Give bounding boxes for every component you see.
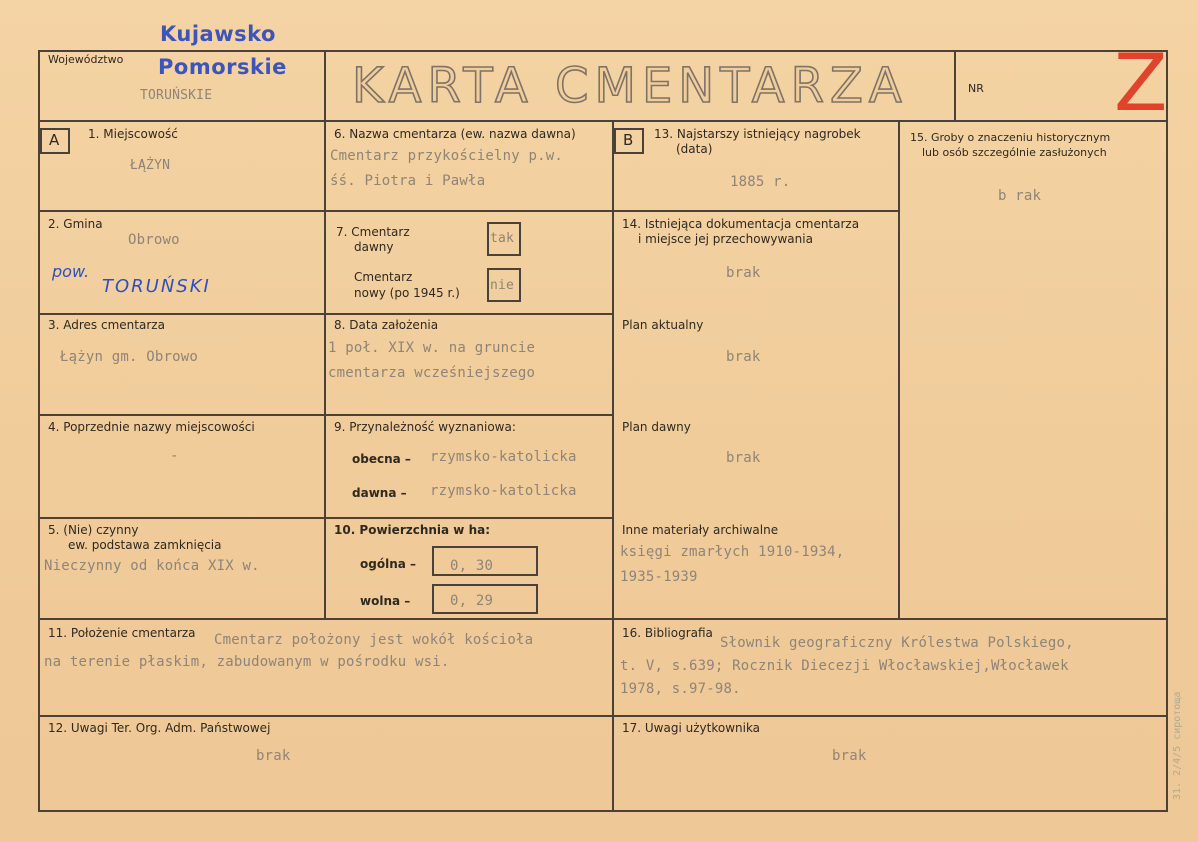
- f11-line2: na terenie płaskim, zabudowanym w pośrodku wsi.: [44, 654, 450, 670]
- f12-label: 12. Uwagi Ter. Org. Adm. Państwowej: [48, 721, 271, 735]
- f16-label: 16. Bibliografia: [622, 626, 713, 640]
- f1-value: ŁĄŻYN: [130, 158, 171, 173]
- f8-label: 8. Data założenia: [334, 318, 439, 332]
- f13-value: 1885 r.: [730, 174, 791, 190]
- row-line-2: [38, 313, 614, 315]
- frame-right: [1166, 50, 1168, 812]
- wojewodztwo-label: Województwo: [48, 53, 124, 66]
- plan-dawny-value: brak: [726, 450, 761, 466]
- row-line-3: [38, 414, 614, 416]
- f2-label: 2. Gmina: [48, 217, 103, 231]
- f6-label: 6. Nazwa cmentarza (ew. nazwa dawna): [334, 127, 576, 141]
- section-a-letter: A: [49, 131, 60, 149]
- f9-obecna-value: rzymsko-katolicka: [430, 449, 577, 465]
- column-divider-3: [898, 120, 900, 620]
- row-line-6: [38, 715, 1168, 717]
- header-bottom-line: [38, 120, 1168, 122]
- f16-line1: Słownik geograficzny Królestwa Polskiego,: [720, 635, 1074, 651]
- column-divider-2: [612, 120, 614, 812]
- inne-materialy-line1: księgi zmarłych 1910-1934,: [620, 544, 845, 560]
- f6-line1: Cmentarz przykościelny p.w.: [330, 148, 563, 164]
- f15-value: b rak: [998, 188, 1042, 204]
- f9-obecna-label: obecna –: [352, 452, 411, 466]
- f15-label-line2: lub osób szczególnie zasłużonych: [922, 146, 1107, 159]
- f7-label-b2: nowy (po 1945 r.): [354, 286, 460, 300]
- f5-label-line2: ew. podstawa zamknięcia: [68, 538, 222, 552]
- f9-dawna-value: rzymsko-katolicka: [430, 483, 577, 499]
- frame-left: [38, 50, 40, 812]
- voivodeship-stamp-line2: Pomorskie: [158, 55, 287, 79]
- header-divider-2: [954, 50, 956, 122]
- f14-label-line2: i miejsce jej przechowywania: [638, 232, 813, 246]
- f10-wolna-value: 0, 29: [450, 593, 494, 609]
- nr-handwritten-value: Z: [1114, 39, 1168, 129]
- f2-value: Obrowo: [128, 232, 180, 248]
- f13-label-line2: (data): [676, 142, 713, 156]
- f7-label-a1: 7. Cmentarz: [336, 225, 410, 239]
- f1-label: 1. Miejscowość: [88, 127, 178, 141]
- side-margin-note: 31. 2/4/5 сиротоща: [1172, 691, 1183, 800]
- f17-value: brak: [832, 748, 867, 764]
- f10-ogolna-value: 0, 30: [450, 558, 494, 574]
- f4-label: 4. Poprzednie nazwy miejscowości: [48, 420, 255, 434]
- f8-line1: 1 poł. XIX w. na gruncie: [328, 340, 536, 356]
- column-divider-1: [324, 120, 326, 620]
- plan-aktualny-label: Plan aktualny: [622, 318, 704, 332]
- f12-value: brak: [256, 748, 291, 764]
- f2-pow-prefix: pow.: [52, 262, 90, 281]
- f7-nowy-value: nie: [490, 278, 515, 293]
- f14-label-line1: 14. Istniejąca dokumentacja cmentarza: [622, 217, 860, 231]
- row-line-5: [38, 618, 1168, 620]
- f11-label: 11. Położenie cmentarza: [48, 626, 196, 640]
- voivodeship-stamp-line1: Kujawsko: [160, 22, 276, 46]
- nr-label: NR: [968, 82, 984, 95]
- f3-label: 3. Adres cmentarza: [48, 318, 165, 332]
- f7-label-a2: dawny: [354, 240, 394, 254]
- inne-materialy-label: Inne materiały archiwalne: [622, 523, 779, 537]
- f14-value: brak: [726, 265, 761, 281]
- f5-value: Nieczynny od końca XIX w.: [44, 558, 260, 574]
- header-divider-1: [324, 50, 326, 122]
- f17-label: 17. Uwagi użytkownika: [622, 721, 761, 735]
- row-line-1b: [612, 210, 900, 212]
- f15-label-line1: 15. Groby o znaczeniu historycznym: [910, 131, 1111, 144]
- f7-dawny-value: tak: [490, 231, 515, 246]
- f5-label-line1: 5. (Nie) czynny: [48, 523, 139, 537]
- f9-label: 9. Przynależność wyznaniowa:: [334, 420, 516, 434]
- frame-top: [38, 50, 1168, 52]
- frame-bottom: [38, 810, 1168, 812]
- f11-line1: Cmentarz położony jest wokół kościoła: [214, 632, 534, 648]
- inne-materialy-line2: 1935-1939: [620, 569, 698, 585]
- f7-label-b1: Cmentarz: [354, 270, 413, 284]
- section-b-letter: B: [623, 131, 634, 149]
- f16-line2: t. V, s.639; Rocznik Diecezji Włocławskiej,Włocławek: [620, 658, 1069, 674]
- card-title: KARTA CMENTARZA: [352, 58, 908, 114]
- f9-dawna-label: dawna –: [352, 486, 407, 500]
- row-line-1: [38, 210, 614, 212]
- f16-line3: 1978, s.97-98.: [620, 681, 741, 697]
- f2-pow-value: TORUŃSKI: [102, 276, 211, 297]
- f8-line2: cmentarza wcześniejszego: [328, 365, 536, 381]
- f13-label-line1: 13. Najstarszy istniejący nagrobek: [654, 127, 861, 141]
- f3-value: Łążyn gm. Obrowo: [60, 349, 199, 365]
- plan-aktualny-value: brak: [726, 349, 761, 365]
- row-line-4: [38, 517, 614, 519]
- f10-ogolna-label: ogólna –: [360, 557, 417, 571]
- f6-line2: śś. Piotra i Pawła: [330, 173, 486, 189]
- f10-wolna-label: wolna –: [360, 594, 411, 608]
- plan-dawny-label: Plan dawny: [622, 420, 691, 434]
- wojewodztwo-value: TORUŃSKIE: [140, 88, 213, 103]
- f4-value: -: [170, 448, 179, 464]
- f10-label: 10. Powierzchnia w ha:: [334, 523, 491, 537]
